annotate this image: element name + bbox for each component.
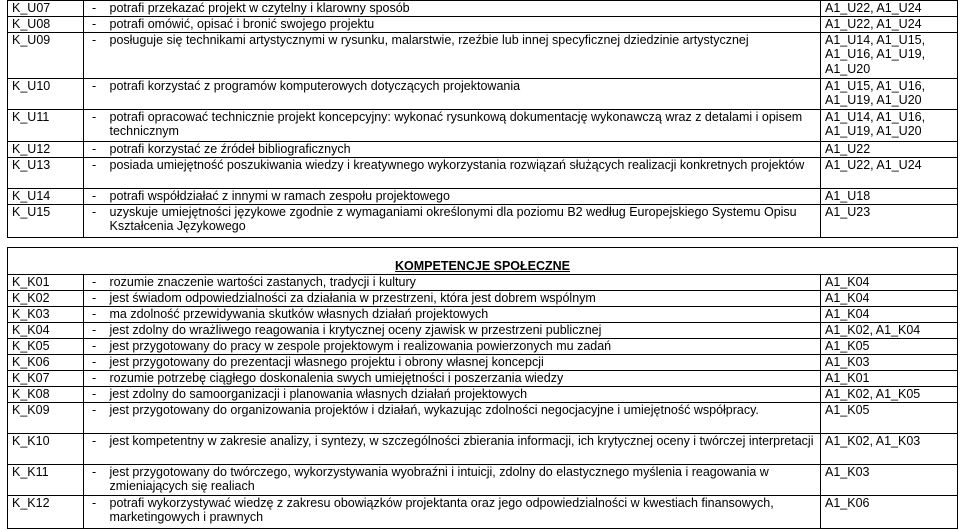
- outcome-description: potrafi wykorzystywać wiedzę z zakresu obowiązków projektanta oraz jego odpowiedzialności w kwestiach finansowych, marketingowych i prawnych: [108, 496, 821, 529]
- outcome-references: A1_U22, A1_U24: [821, 1, 958, 17]
- bullet-dash: -: [84, 275, 108, 291]
- outcome-references: A1_U14, A1_U16, A1_U19, A1_U20: [821, 110, 958, 142]
- outcome-description: posiada umiejętność poszukiwania wiedzy i kreatywnego wykorzystania rozwiązań służących realizacji konkretnych projektów: [108, 158, 821, 189]
- outcome-description: jest świadom odpowiedzialności za działania w przestrzeni, która jest dobrem wspólnym: [108, 291, 821, 307]
- outcome-references: A1_K03: [821, 465, 958, 496]
- social-competences-table: [7, 247, 958, 529]
- outcome-description: potrafi przekazać projekt w czytelny i klarowny sposób: [108, 1, 821, 17]
- outcome-references: A1_U23: [821, 205, 958, 238]
- outcome-references: A1_K03: [821, 355, 958, 371]
- bullet-dash: -: [84, 371, 108, 387]
- table-row: [8, 205, 958, 238]
- outcome-code: K_U14: [8, 189, 84, 205]
- bullet-dash: -: [84, 79, 108, 110]
- table-row: [8, 387, 958, 403]
- bullet-dash: -: [84, 291, 108, 307]
- outcome-references: A1_K04: [821, 275, 958, 291]
- table-row: [8, 434, 958, 465]
- outcome-description: rozumie znaczenie wartości zastanych, tradycji i kultury: [108, 275, 821, 291]
- outcome-code: K_K08: [8, 387, 84, 403]
- bullet-dash: -: [84, 17, 108, 33]
- outcome-code: K_K09: [8, 403, 84, 434]
- outcome-references: A1_K04: [821, 291, 958, 307]
- bullet-dash: -: [84, 355, 108, 371]
- outcome-description: potrafi opracować technicznie projekt koncepcyjny: wykonać rysunkową dokumentację wykonawczą wraz z detalami i opisem technicznym: [108, 110, 821, 142]
- outcome-code: K_K06: [8, 355, 84, 371]
- section-title: [8, 248, 958, 275]
- outcome-references: A1_U22: [821, 142, 958, 158]
- outcome-code: K_U12: [8, 142, 84, 158]
- bullet-dash: -: [84, 1, 108, 17]
- skills-table-body: [8, 1, 958, 238]
- outcome-code: K_K05: [8, 339, 84, 355]
- table-row: [8, 189, 958, 205]
- outcome-references: A1_K01: [821, 371, 958, 387]
- table-row: [8, 142, 958, 158]
- table-row: [8, 291, 958, 307]
- outcome-references: A1_K06: [821, 496, 958, 529]
- outcome-code: K_U07: [8, 1, 84, 17]
- table-row: [8, 355, 958, 371]
- outcome-references: A1_U15, A1_U16, A1_U19, A1_U20: [821, 79, 958, 110]
- table-row: [8, 1, 958, 17]
- outcome-description: jest zdolny do wrażliwego reagowania i krytycznej oceny zjawisk w przestrzeni publicznej: [108, 323, 821, 339]
- outcome-description: potrafi współdziałać z innymi w ramach zespołu projektowego: [108, 189, 821, 205]
- table-row: [8, 339, 958, 355]
- outcome-description: jest zdolny do samoorganizacji i planowania własnych działań projektowych: [108, 387, 821, 403]
- outcome-description: jest kompetentny w zakresie analizy, i syntezy, w szczególności zbierania informacji, ich krytycznej oceny i twórczej interpretacji: [108, 434, 821, 465]
- bullet-dash: -: [84, 465, 108, 496]
- bullet-dash: -: [84, 434, 108, 465]
- table-row: [8, 79, 958, 110]
- bullet-dash: -: [84, 158, 108, 189]
- outcome-references: A1_U22, A1_U24: [821, 17, 958, 33]
- bullet-dash: -: [84, 189, 108, 205]
- table-row: [8, 323, 958, 339]
- outcome-references: A1_U14, A1_U15, A1_U16, A1_U19, A1_U20: [821, 33, 958, 79]
- outcome-references: A1_U22, A1_U24: [821, 158, 958, 189]
- table-row: [8, 275, 958, 291]
- outcome-code: K_K11: [8, 465, 84, 496]
- table-row: [8, 33, 958, 79]
- table-row: [8, 496, 958, 529]
- outcome-code: K_K10: [8, 434, 84, 465]
- table-row: [8, 110, 958, 142]
- outcome-references: A1_K02, A1_K04: [821, 323, 958, 339]
- table-row: [8, 403, 958, 434]
- outcome-code: K_K04: [8, 323, 84, 339]
- outcome-description: rozumie potrzebę ciągłego doskonalenia swych umiejętności i poszerzania wiedzy: [108, 371, 821, 387]
- outcome-code: K_K03: [8, 307, 84, 323]
- bullet-dash: -: [84, 323, 108, 339]
- outcome-description: jest przygotowany do organizowania projektów i działań, wykazując zdolności negocjacyjne i umiejętność współpracy.: [108, 403, 821, 434]
- outcome-description: ma zdolność przewidywania skutków własnych działań projektowych: [108, 307, 821, 323]
- bullet-dash: -: [84, 339, 108, 355]
- table-row: [8, 371, 958, 387]
- outcome-description: jest przygotowany do prezentacji własnego projektu i obrony własnej koncepcji: [108, 355, 821, 371]
- outcome-code: K_U09: [8, 33, 84, 79]
- bullet-dash: -: [84, 33, 108, 79]
- outcome-description: potrafi korzystać z programów komputerowych dotyczących projektowania: [108, 79, 821, 110]
- bullet-dash: -: [84, 387, 108, 403]
- outcome-code: K_U13: [8, 158, 84, 189]
- outcome-description: potrafi omówić, opisać i bronić swojego projektu: [108, 17, 821, 33]
- bullet-dash: -: [84, 205, 108, 238]
- bullet-dash: -: [84, 496, 108, 529]
- outcome-code: K_U15: [8, 205, 84, 238]
- outcome-description: potrafi korzystać ze źródeł bibliograficznych: [108, 142, 821, 158]
- section-title-text: KOMPETENCJE SPOŁECZNE: [395, 258, 571, 273]
- outcome-code: K_U11: [8, 110, 84, 142]
- outcome-references: A1_K02, A1_K05: [821, 387, 958, 403]
- outcome-description: posługuje się technikami artystycznymi w rysunku, malarstwie, rzeźbie lub innej specyficznej dziedzinie artystycznej: [108, 33, 821, 79]
- outcome-description: jest przygotowany do twórczego, wykorzystywania wyobraźni i intuicji, zdolny do elastycznego myślenia i reagowania w zmieniających się realiach: [108, 465, 821, 496]
- table-row: [8, 17, 958, 33]
- outcome-references: A1_K02, A1_K03: [821, 434, 958, 465]
- section-header-row: [8, 248, 958, 275]
- outcome-description: uzyskuje umiejętności językowe zgodnie z wymaganiami określonymi dla poziomu B2 według Europejskiego Systemu Opisu Kształcenia Językowego: [108, 205, 821, 238]
- table-row: [8, 307, 958, 323]
- outcome-code: K_K02: [8, 291, 84, 307]
- outcome-code: K_U10: [8, 79, 84, 110]
- outcome-references: A1_K05: [821, 403, 958, 434]
- table-row: [8, 158, 958, 189]
- outcome-references: A1_K04: [821, 307, 958, 323]
- outcome-code: K_K07: [8, 371, 84, 387]
- outcome-description: jest przygotowany do pracy w zespole projektowym i realizowania powierzonych mu zadań: [108, 339, 821, 355]
- table-row: [8, 465, 958, 496]
- bullet-dash: -: [84, 142, 108, 158]
- bullet-dash: -: [84, 307, 108, 323]
- outcome-code: K_U08: [8, 17, 84, 33]
- outcome-code: K_K12: [8, 496, 84, 529]
- outcome-code: K_K01: [8, 275, 84, 291]
- outcome-references: A1_U18: [821, 189, 958, 205]
- skills-table: [7, 0, 958, 238]
- bullet-dash: -: [84, 403, 108, 434]
- outcome-references: A1_K05: [821, 339, 958, 355]
- bullet-dash: -: [84, 110, 108, 142]
- social-competences-table-body: [8, 248, 958, 529]
